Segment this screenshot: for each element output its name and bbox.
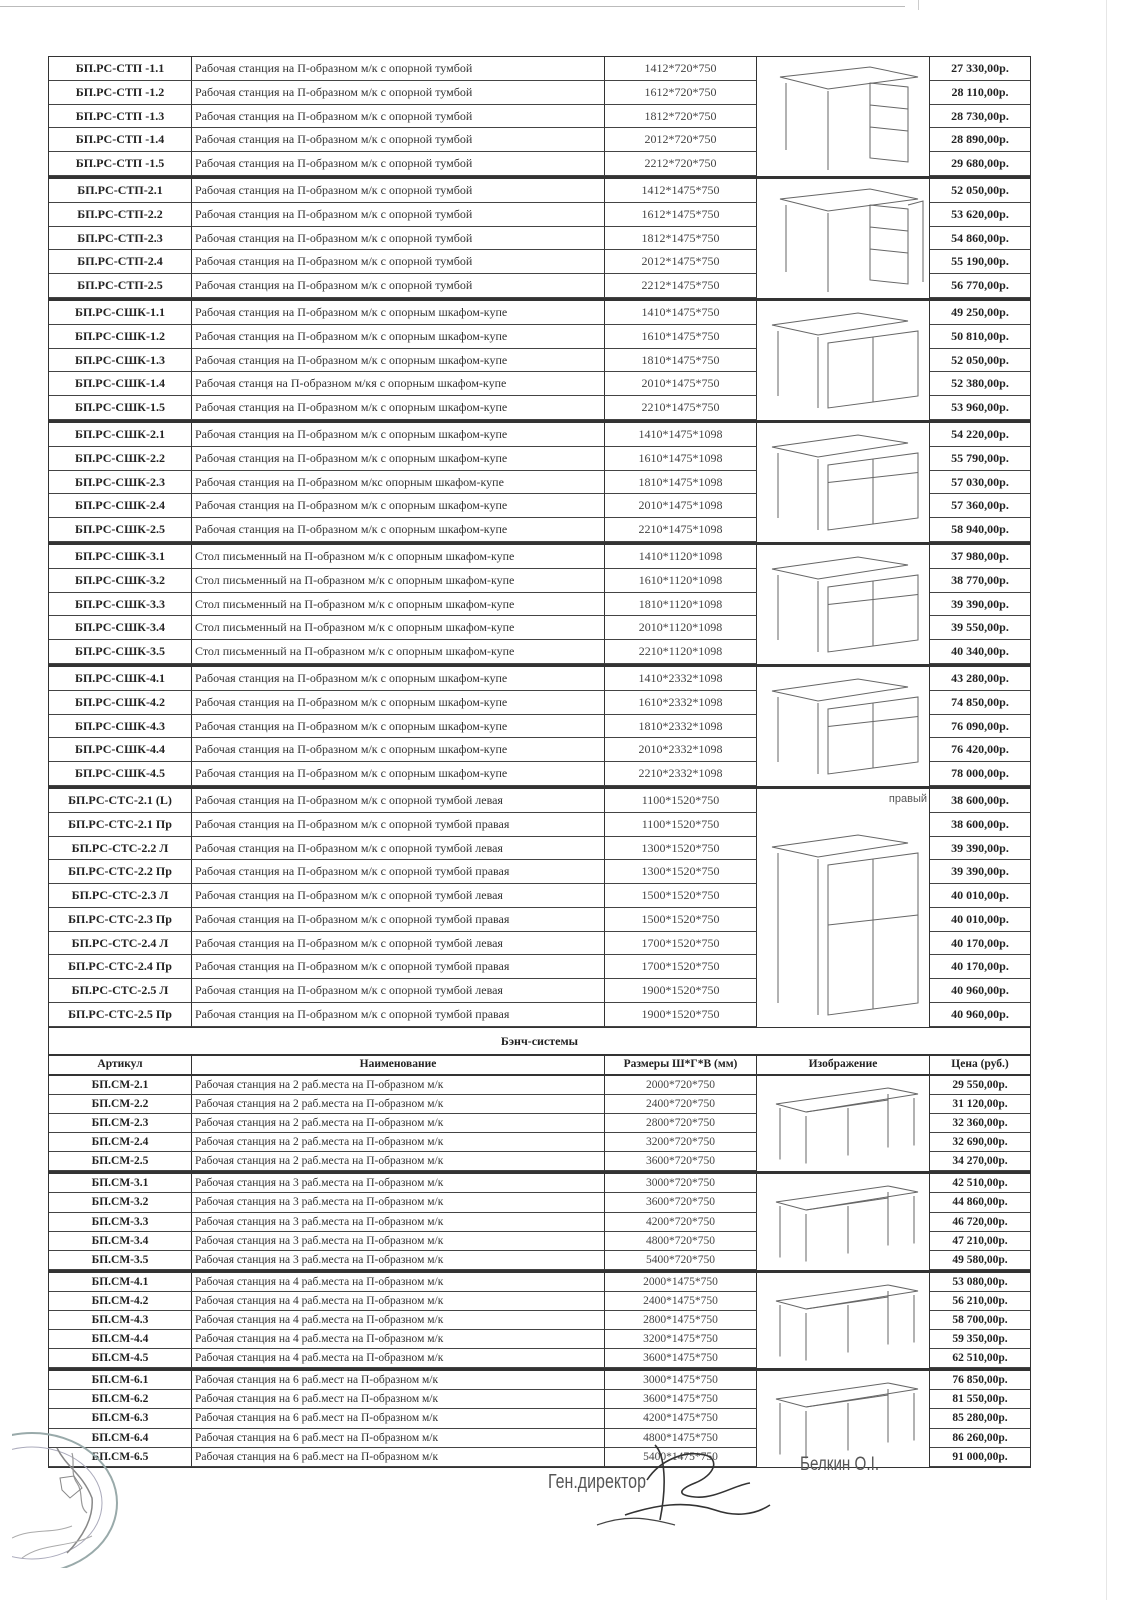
dimensions: 1900*1520*750 — [605, 979, 757, 1003]
product-name: Рабочая станция на П-образном м/к с опорным шкафом-купе — [192, 738, 605, 762]
article-code: БП.РС-СТС-2.1 Пр — [49, 813, 192, 837]
product-name: Рабочая станция на П-образном м/к с опорной тумбой правая — [192, 908, 605, 932]
header-dims: Размеры Ш*Г*В (мм) — [605, 1056, 757, 1074]
product-name: Рабочая станция на П-образном м/к с опорным шкафом-купе — [192, 396, 605, 420]
article-code: БП.СМ-4.5 — [49, 1349, 192, 1368]
dimensions: 2000*720*750 — [605, 1076, 757, 1095]
article-code: БП.РС-СТП -1.3 — [49, 105, 192, 129]
dimensions: 1612*720*750 — [605, 81, 757, 105]
price: 39 390,00р. — [930, 837, 1030, 861]
product-drawing — [758, 545, 930, 664]
article-code: БП.РС-СТП -1.1 — [49, 57, 192, 81]
product-name: Рабочая станция на П-образном м/к с опорной тумбой правая — [192, 1003, 605, 1027]
dimensions: 1300*1520*750 — [605, 860, 757, 884]
article-code: БП.СМ-3.2 — [49, 1193, 192, 1212]
dimensions: 2210*1475*1098 — [605, 518, 757, 542]
dimensions: 1300*1520*750 — [605, 837, 757, 861]
article-code: БП.РС-СШК-4.4 — [49, 738, 192, 762]
dimensions: 5400*720*750 — [605, 1251, 757, 1270]
scan-artifact-tick — [918, 0, 919, 10]
price: 40 010,00р. — [930, 908, 1030, 932]
dimensions: 1810*1475*750 — [605, 349, 757, 373]
dimensions: 2400*720*750 — [605, 1095, 757, 1114]
dimensions: 1700*1520*750 — [605, 955, 757, 979]
product-drawing — [758, 57, 930, 176]
article-code: БП.СМ-2.2 — [49, 1095, 192, 1114]
product-group — [48, 421, 1031, 543]
price: 53 960,00р. — [930, 396, 1030, 420]
article-code: БП.РС-СТП -1.4 — [49, 128, 192, 152]
article-code: БП.РС-СШК-1.3 — [49, 349, 192, 373]
product-group — [48, 665, 1031, 787]
product-name: Рабочая станция на П-образном м/к с опорной тумбой — [192, 81, 605, 105]
article-code: БП.СМ-4.1 — [49, 1273, 192, 1292]
dimensions: 2000*1475*750 — [605, 1273, 757, 1292]
price: 52 380,00р. — [930, 372, 1030, 396]
price: 57 360,00р. — [930, 494, 1030, 518]
article-code: БП.СМ-2.3 — [49, 1114, 192, 1133]
workstations-table-body — [48, 56, 1031, 1028]
article-code: БП.РС-СШК-4.3 — [49, 715, 192, 739]
dimensions: 1810*1120*1098 — [605, 593, 757, 617]
product-name: Рабочая станция на П-образном м/к с опорным шкафом-купе — [192, 447, 605, 471]
product-name: Рабочая станция на П-образном м/к с опорной тумбой — [192, 105, 605, 129]
price: 39 390,00р. — [930, 593, 1030, 617]
product-name: Рабочая станция на П-образном м/к с опорной тумбой — [192, 57, 605, 81]
price: 56 770,00р. — [930, 274, 1030, 298]
product-group — [48, 299, 1031, 421]
product-name: Рабочая станция на П-образном м/к с опорной тумбой левая — [192, 979, 605, 1003]
dimensions: 2012*1475*750 — [605, 250, 757, 274]
article-code: БП.РС-СТП -1.5 — [49, 152, 192, 176]
product-name: Рабочая станция на П-образном м/к с опорным шкафом-купе — [192, 762, 605, 786]
dimensions: 1410*1475*750 — [605, 301, 757, 325]
product-name: Рабочая станция на П-образном м/к с опорным шкафом-купе — [192, 715, 605, 739]
dimensions: 3600*1475*750 — [605, 1390, 757, 1409]
article-code: БП.СМ-3.4 — [49, 1232, 192, 1251]
dimensions: 4800*720*750 — [605, 1232, 757, 1251]
product-name: Стол письменный на П-образном м/к с опорным шкафом-купе — [192, 545, 605, 569]
price: 52 050,00р. — [930, 349, 1030, 373]
product-name: Рабочая станция на 6 раб.мест на П-образном м/к — [192, 1371, 605, 1390]
product-name: Рабочая станция на 6 раб.мест на П-образном м/к — [192, 1448, 605, 1467]
price: 57 030,00р. — [930, 471, 1030, 495]
dimensions: 2010*1475*1098 — [605, 494, 757, 518]
product-name: Рабочая станция на П-образном м/к с опорным шкафом-купе — [192, 325, 605, 349]
product-name: Рабочая станция на 3 раб.места на П-образном м/к — [192, 1251, 605, 1270]
dimensions: 2212*720*750 — [605, 152, 757, 176]
price: 40 170,00р. — [930, 932, 1030, 956]
dimensions: 1100*1520*750 — [605, 813, 757, 837]
furniture-sketch — [758, 301, 930, 420]
price: 76 850,00р. — [930, 1371, 1030, 1390]
price: 91 000,00р. — [930, 1448, 1030, 1467]
dimensions: 3600*720*750 — [605, 1152, 757, 1171]
dimensions: 4200*720*750 — [605, 1213, 757, 1232]
product-name: Рабочая станция на 3 раб.места на П-образном м/к — [192, 1193, 605, 1212]
product-name: Рабочая станция на П-образном м/к с опорной тумбой правая — [192, 860, 605, 884]
price: 28 890,00р. — [930, 128, 1030, 152]
dimensions: 2010*1475*750 — [605, 372, 757, 396]
product-group — [48, 1271, 1031, 1369]
article-code: БП.РС-СШК-2.4 — [49, 494, 192, 518]
product-name: Рабочая станция на П-образном м/к с опорной тумбой левая — [192, 932, 605, 956]
dimensions: 5400*1475*750 — [605, 1448, 757, 1467]
product-group — [48, 56, 1031, 177]
price: 40 010,00р. — [930, 884, 1030, 908]
product-name: Рабочая станция на П-образном м/к с опорной тумбой — [192, 179, 605, 203]
article-code: БП.СМ-6.1 — [49, 1371, 192, 1390]
article-code: БП.СМ-6.4 — [49, 1429, 192, 1448]
article-code: БП.СМ-2.4 — [49, 1133, 192, 1152]
dimensions: 2212*1475*750 — [605, 274, 757, 298]
product-name: Рабочая станция на П-образном м/к с опорным шкафом-купе — [192, 667, 605, 691]
article-code: БП.РС-СШК-4.2 — [49, 691, 192, 715]
article-code: БП.СМ-6.5 — [49, 1448, 192, 1467]
article-code: БП.РС-СШК-2.1 — [49, 423, 192, 447]
dimensions: 4800*1475*750 — [605, 1429, 757, 1448]
furniture-sketch — [758, 1273, 930, 1368]
article-code: БП.РС-СТС-2.1 (L) — [49, 789, 192, 813]
article-code: БП.РС-СШК-2.5 — [49, 518, 192, 542]
price: 54 860,00р. — [930, 227, 1030, 251]
price: 54 220,00р. — [930, 423, 1030, 447]
bench-table-body — [48, 1075, 1031, 1468]
article-code: БП.РС-СШК-1.1 — [49, 301, 192, 325]
price: 43 280,00р. — [930, 667, 1030, 691]
product-drawing — [758, 789, 930, 1027]
product-name: Рабочая станция на П-образном м/к с опорной тумбой — [192, 250, 605, 274]
price: 40 960,00р. — [930, 979, 1030, 1003]
price: 27 330,00р. — [930, 57, 1030, 81]
price: 28 110,00р. — [930, 81, 1030, 105]
product-name: Рабочая станция на 3 раб.места на П-образном м/к — [192, 1174, 605, 1193]
dimensions: 2012*720*750 — [605, 128, 757, 152]
dimensions: 3000*720*750 — [605, 1174, 757, 1193]
price: 53 620,00р. — [930, 203, 1030, 227]
company-stamp — [12, 1418, 122, 1568]
furniture-sketch — [758, 789, 930, 1027]
product-name: Стол письменный на П-образном м/к с опорным шкафом-купе — [192, 569, 605, 593]
article-code: БП.РС-СТС-2.3 Пр — [49, 908, 192, 932]
product-name: Рабочая станция на П-образном м/к с опорным шкафом-купе — [192, 301, 605, 325]
price: 31 120,00р. — [930, 1095, 1030, 1114]
price: 76 420,00р. — [930, 738, 1030, 762]
dimensions: 1410*1120*1098 — [605, 545, 757, 569]
product-name: Рабочая станция на 2 раб.места на П-образном м/к — [192, 1095, 605, 1114]
product-name: Рабочая станция на 6 раб.мест на П-образном м/к — [192, 1409, 605, 1428]
price: 55 190,00р. — [930, 250, 1030, 274]
article-code: БП.РС-СШК-2.3 — [49, 471, 192, 495]
dimensions: 1410*1475*1098 — [605, 423, 757, 447]
price: 28 730,00р. — [930, 105, 1030, 129]
dimensions: 3000*1475*750 — [605, 1371, 757, 1390]
article-code: БП.РС-СТП-2.5 — [49, 274, 192, 298]
product-drawing — [758, 1174, 930, 1269]
product-name: Рабочая станция на 6 раб.мест на П-образном м/к — [192, 1429, 605, 1448]
article-code: БП.СМ-6.2 — [49, 1390, 192, 1409]
article-code: БП.СМ-3.3 — [49, 1213, 192, 1232]
product-group — [48, 1369, 1031, 1467]
product-group — [48, 543, 1031, 665]
article-code: БП.РС-СТС-2.5 Л — [49, 979, 192, 1003]
product-group — [48, 177, 1031, 299]
article-code: БП.РС-СТС-2.2 Л — [49, 837, 192, 861]
dimensions: 1610*1475*1098 — [605, 447, 757, 471]
bench-table-header — [48, 1055, 1031, 1075]
price: 56 210,00р. — [930, 1292, 1030, 1311]
product-name: Рабочая станция на П-образном м/к с опорным шкафом-купе — [192, 494, 605, 518]
price: 59 350,00р. — [930, 1330, 1030, 1349]
dimensions: 1500*1520*750 — [605, 884, 757, 908]
price: 29 550,00р. — [930, 1076, 1030, 1095]
dimensions: 1810*2332*1098 — [605, 715, 757, 739]
product-name: Рабочая станция на 4 раб.места на П-образном м/к — [192, 1311, 605, 1330]
price: 34 270,00р. — [930, 1152, 1030, 1171]
drawing-note: правый — [888, 792, 927, 805]
dimensions: 3600*1475*750 — [605, 1349, 757, 1368]
product-name: Рабочая станция на П-образном м/к с опорной тумбой правая — [192, 955, 605, 979]
price: 52 050,00р. — [930, 179, 1030, 203]
product-name: Стол письменный на П-образном м/к с опорным шкафом-купе — [192, 640, 605, 664]
dimensions: 1812*1475*750 — [605, 227, 757, 251]
article-code: БП.РС-СТП-2.3 — [49, 227, 192, 251]
product-name: Рабочая станция на П-образном м/к с опорной тумбой левая — [192, 789, 605, 813]
price: 76 090,00р. — [930, 715, 1030, 739]
furniture-sketch — [758, 179, 930, 298]
dimensions: 1610*2332*1098 — [605, 691, 757, 715]
product-name: Рабочая станция на П-образном м/к с опорной тумбой — [192, 227, 605, 251]
product-name: Стол письменный на П-образном м/к с опорным шкафом-купе — [192, 616, 605, 640]
dimensions: 2400*1475*750 — [605, 1292, 757, 1311]
director-signature — [585, 1425, 785, 1535]
dimensions: 1412*720*750 — [605, 57, 757, 81]
price: 86 260,00р. — [930, 1429, 1030, 1448]
header-code: Артикул — [49, 1056, 192, 1074]
dimensions: 4200*1475*750 — [605, 1409, 757, 1428]
article-code: БП.СМ-4.2 — [49, 1292, 192, 1311]
article-code: БП.РС-СШК-2.2 — [49, 447, 192, 471]
product-group — [48, 1172, 1031, 1270]
article-code: БП.СМ-6.3 — [49, 1409, 192, 1428]
furniture-sketch — [758, 423, 930, 542]
article-code: БП.РС-СТС-2.5 Пр — [49, 1003, 192, 1027]
product-name: Рабочая станция на П-образном м/к с опорным шкафом-купе — [192, 423, 605, 447]
price: 37 980,00р. — [930, 545, 1030, 569]
dimensions: 1700*1520*750 — [605, 932, 757, 956]
price: 46 720,00р. — [930, 1213, 1030, 1232]
product-name: Рабочая станция на П-образном м/кс опорным шкафом-купе — [192, 471, 605, 495]
product-name: Рабочая станция на П-образном м/к с опорной тумбой — [192, 152, 605, 176]
product-name: Рабочая станция на П-образном м/к с опорной тумбой правая — [192, 813, 605, 837]
article-code: БП.СМ-3.1 — [49, 1174, 192, 1193]
product-name: Рабочая станция на 2 раб.места на П-образном м/к — [192, 1114, 605, 1133]
article-code: БП.РС-СТП -1.2 — [49, 81, 192, 105]
article-code: БП.СМ-2.1 — [49, 1076, 192, 1095]
furniture-sketch — [758, 1174, 930, 1269]
product-name: Рабочая станция на П-образном м/к с опорным шкафом-купе — [192, 691, 605, 715]
director-name: Белкин О.I. — [800, 1454, 880, 1475]
dimensions: 1410*2332*1098 — [605, 667, 757, 691]
product-drawing — [758, 179, 930, 298]
price: 38 600,00р. — [930, 789, 1030, 813]
product-drawing — [758, 423, 930, 542]
article-code: БП.РС-СТП-2.4 — [49, 250, 192, 274]
dimensions: 2010*1120*1098 — [605, 616, 757, 640]
article-code: БП.РС-СТС-2.4 Л — [49, 932, 192, 956]
price: 78 000,00р. — [930, 762, 1030, 786]
dimensions: 1812*720*750 — [605, 105, 757, 129]
dimensions: 1610*1120*1098 — [605, 569, 757, 593]
price: 53 080,00р. — [930, 1273, 1030, 1292]
price: 38 600,00р. — [930, 813, 1030, 837]
price: 40 960,00р. — [930, 1003, 1030, 1027]
price: 85 280,00р. — [930, 1409, 1030, 1428]
product-name: Рабочая станция на 4 раб.места на П-образном м/к — [192, 1330, 605, 1349]
product-drawing — [758, 667, 930, 786]
product-name: Рабочая станция на 4 раб.места на П-образном м/к — [192, 1349, 605, 1368]
product-group — [48, 787, 1031, 1028]
price: 38 770,00р. — [930, 569, 1030, 593]
article-code: БП.РС-СТП-2.2 — [49, 203, 192, 227]
product-name: Рабочая станция на 2 раб.места на П-образном м/к — [192, 1076, 605, 1095]
article-code: БП.РС-СШК-1.4 — [49, 372, 192, 396]
product-group — [48, 1075, 1031, 1172]
furniture-sketch — [758, 545, 930, 664]
price: 42 510,00р. — [930, 1174, 1030, 1193]
header-image: Изображение — [757, 1056, 930, 1074]
product-name: Рабочая станция на 4 раб.места на П-образном м/к — [192, 1273, 605, 1292]
dimensions: 1100*1520*750 — [605, 789, 757, 813]
article-code: БП.РС-СШК-3.5 — [49, 640, 192, 664]
product-name: Рабочая станция на П-образном м/к с опорной тумбой — [192, 203, 605, 227]
price: 29 680,00р. — [930, 152, 1030, 176]
price: 58 700,00р. — [930, 1311, 1030, 1330]
product-name: Рабочая станция на П-образном м/к с опорным шкафом-купе — [192, 518, 605, 542]
product-drawing — [758, 301, 930, 420]
price: 40 170,00р. — [930, 955, 1030, 979]
article-code: БП.СМ-4.3 — [49, 1311, 192, 1330]
price: 32 360,00р. — [930, 1114, 1030, 1133]
product-name: Рабочая станция на 2 раб.места на П-образном м/к — [192, 1152, 605, 1171]
product-name: Рабочая станция на П-образном м/к с опорным шкафом-купе — [192, 349, 605, 373]
dimensions: 2800*720*750 — [605, 1114, 757, 1133]
price: 49 580,00р. — [930, 1251, 1030, 1270]
price: 40 340,00р. — [930, 640, 1030, 664]
price-table — [48, 56, 1031, 1468]
product-name: Рабочая станция на П-образном м/к с опорной тумбой левая — [192, 837, 605, 861]
price: 62 510,00р. — [930, 1349, 1030, 1368]
dimensions: 1500*1520*750 — [605, 908, 757, 932]
dimensions: 1412*1475*750 — [605, 179, 757, 203]
product-drawing — [758, 1273, 930, 1368]
price: 47 210,00р. — [930, 1232, 1030, 1251]
product-name: Рабочая станция на 2 раб.места на П-образном м/к — [192, 1133, 605, 1152]
dimensions: 2010*2332*1098 — [605, 738, 757, 762]
article-code: БП.РС-СШК-3.1 — [49, 545, 192, 569]
product-name: Рабочая станция на П-образном м/к с опорной тумбой — [192, 274, 605, 298]
product-name: Рабочая станция на П-образном м/к с опорной тумбой — [192, 128, 605, 152]
furniture-sketch — [758, 1076, 930, 1171]
price: 50 810,00р. — [930, 325, 1030, 349]
article-code: БП.СМ-3.5 — [49, 1251, 192, 1270]
price: 44 860,00р. — [930, 1193, 1030, 1212]
product-name: Рабочая станция на 3 раб.места на П-образном м/к — [192, 1213, 605, 1232]
header-price: Цена (руб.) — [951, 1057, 1009, 1070]
dimensions: 3200*1475*750 — [605, 1330, 757, 1349]
article-code: БП.РС-СШК-4.1 — [49, 667, 192, 691]
price: 81 550,00р. — [930, 1390, 1030, 1409]
product-name: Рабочая станция на 6 раб.мест на П-образном м/к — [192, 1390, 605, 1409]
section-title: Бэнч-системы — [48, 1028, 1031, 1055]
product-name: Рабочая станция на 4 раб.места на П-образном м/к — [192, 1292, 605, 1311]
article-code: БП.РС-СШК-1.2 — [49, 325, 192, 349]
article-code: БП.РС-СШК-3.3 — [49, 593, 192, 617]
product-drawing — [758, 1076, 930, 1171]
dimensions: 2210*1475*750 — [605, 396, 757, 420]
article-code: БП.СМ-4.4 — [49, 1330, 192, 1349]
dimensions: 3600*720*750 — [605, 1193, 757, 1212]
price: 55 790,00р. — [930, 447, 1030, 471]
price: 49 250,00р. — [930, 301, 1030, 325]
scan-artifact-line — [0, 6, 905, 7]
article-code: БП.РС-СТП-2.1 — [49, 179, 192, 203]
article-code: БП.СМ-2.5 — [49, 1152, 192, 1171]
dimensions: 2800*1475*750 — [605, 1311, 757, 1330]
furniture-sketch — [758, 57, 930, 176]
article-code: БП.РС-СШК-3.4 — [49, 616, 192, 640]
dimensions: 1900*1520*750 — [605, 1003, 757, 1027]
dimensions: 3200*720*750 — [605, 1133, 757, 1152]
dimensions: 1810*1475*1098 — [605, 471, 757, 495]
dimensions: 2210*2332*1098 — [605, 762, 757, 786]
article-code: БП.РС-СТС-2.4 Пр — [49, 955, 192, 979]
header-name: Наименование — [192, 1056, 605, 1074]
dimensions: 2210*1120*1098 — [605, 640, 757, 664]
price: 58 940,00р. — [930, 518, 1030, 542]
article-code: БП.РС-СШК-4.5 — [49, 762, 192, 786]
price: 74 850,00р. — [930, 691, 1030, 715]
price: 39 390,00р. — [930, 860, 1030, 884]
dimensions: 1612*1475*750 — [605, 203, 757, 227]
product-name: Стол письменный на П-образном м/к с опорным шкафом-купе — [192, 593, 605, 617]
article-code: БП.РС-СШК-1.5 — [49, 396, 192, 420]
furniture-sketch — [758, 667, 930, 786]
article-code: БП.РС-СТС-2.3 Л — [49, 884, 192, 908]
dimensions: 1610*1475*750 — [605, 325, 757, 349]
product-name: Рабочая станця на П-образном м/кя с опорным шкафом-купе — [192, 372, 605, 396]
article-code: БП.РС-СШК-3.2 — [49, 569, 192, 593]
price: 39 550,00р. — [930, 616, 1030, 640]
price: 32 690,00р. — [930, 1133, 1030, 1152]
product-name: Рабочая станция на 3 раб.места на П-образном м/к — [192, 1232, 605, 1251]
product-name: Рабочая станция на П-образном м/к с опорной тумбой левая — [192, 884, 605, 908]
director-position-label: Ген.директор — [548, 1471, 646, 1493]
article-code: БП.РС-СТС-2.2 Пр — [49, 860, 192, 884]
scan-edge-line — [1106, 0, 1107, 1600]
